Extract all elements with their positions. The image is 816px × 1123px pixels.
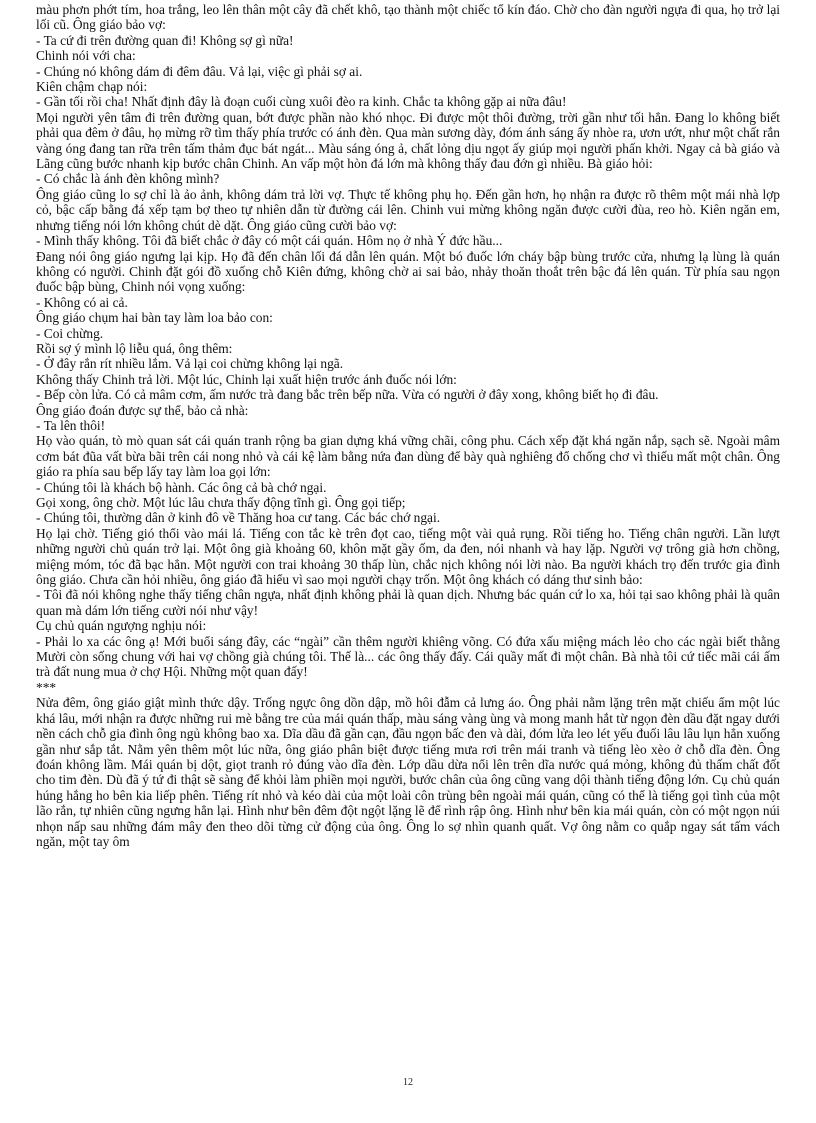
paragraph: - Ta cứ đi trên đường quan đi! Không sợ gì nữa! xyxy=(36,32,294,48)
paragraph: - Phải lo xa các ông ạ! Mới buổi sáng đây, các “ngài” cần thêm người khiêng võng. Có đứa xấu miệng mách lẻo cho các ngài biết thằng Mười còn sống chung với hai vợ chồng già chúng tôi. Thế là... các ông thấy đấy. Cái quầy mất đi một chân. Bà nhà tôi cứ tiếc mãi cái ấm trà đất nung mua ở chợ Hội. Những một quan đấy! xyxy=(36,633,780,680)
paragraph: Nửa đêm, ông giáo giật mình thức dậy. Trống ngực ông dồn dập, mồ hôi đẫm cả lưng áo. Ông phải nằm lặng trên mặt chiếu ẩm một lúc khá lâu, mới nhận ra được những rui mè bằng tre của mái quán thấp, màu sáng vàng ùng và mong manh hắt từ ngọn đèn dầu đặt ngay dưới nền cách chỗ gia đình ông ngủ không bao xa. Dĩa dầu đã gần cạn, đầu ngọn bấc đen và dài, đóm lửa leo lét yếu đuối lâu lâu lụn hẳn xuống gần như sắp tắt. Nằm yên thêm một lúc nữa, ông giáo phân biệt được tiếng mưa rơi trên mái tranh và tiếng lèo xèo ở chỗ dĩa đèn. Ông đoán không lầm. Mái quán bị dột, giọt tranh rỏ đúng vào dĩa đèn. Lớp dầu dừa nổi lên trên dĩa nước quá mỏng, không đủ thấm chất đốt cho tim đèn. Dù đã ý tứ đi thật sẽ sàng để khỏi làm phiền mọi người, bước chân của ông cũng vang dội thành tiếng động lớn. Cụ chủ quán húng hắng ho bên kia liếp phên. Tiếng rít nhỏ và kéo dài của một loài côn trùng bên ngoài mái quán, cũng có thể là tiếng gọi tình của một lão rắn, tự nhiên cũng ngưng hẳn lại. Hình như bên đêm đột ngột lặng lẽ để rình rập ông. Hình như bên kia mái quán, còn có một ngọn núi nhọn nấp sau những đám mây đen theo dõi từng cử động của ông. Ông lo sợ nhìn quanh quất. Vợ ông nằm co quắp ngay sát tấm vách ngăn, một tay ôm xyxy=(36,695,780,849)
paragraph: Họ vào quán, tò mò quan sát cái quán tranh rộng ba gian dựng khá vững chãi, công phu. Cách xếp đặt khá ngăn nắp, sạch sẽ. Ngoài mâm cơm bát đũa vất bừa bãi trên cái nong nhỏ và cái kệ làm bằng nứa đan dùng để bày quà nghiêng đổ chống chơ vì thiếu mất một chân. Ông giáo ra phía sau bếp lấy tay làm loa gọi lớn: xyxy=(36,433,780,480)
paragraph: Ông giáo cũng lo sợ chỉ là ảo ảnh, không dám trả lời vợ. Thực tế không phụ họ. Đến gần hơn, họ nhận ra được rõ thêm một mái nhà lợp cỏ, bậc cấp bằng đá xếp tạm bợ theo tự nhiên dẫn từ đường cái lên. Chinh vui mừng không ngăn được cười đùa, reo hò. Kiên ngăn em, nhưng tiếng nói lớn không chút dè dặt. Ông giáo cũng cười bảo vợ: xyxy=(36,186,780,233)
paragraph: - Coi chừng. xyxy=(36,325,104,341)
paragraph: Mọi người yên tâm đi trên đường quan, bớt được phần nào khó nhọc. Đi được một thôi đường, trời gần như tối hẳn. Đang lo không biết phải qua đêm ở đâu, họ mừng rỡ tìm thấy phía trước có ánh đèn. Qua màn sương dày, đóm ánh sáng ấy nhòe ra, ươn ướt, như một chất rắn vàng óng đang tan rữa trên tấm thảm đục bát ngát... Màu sáng óng ả, chất lỏng dịu ngọt ấy giúp mọi người phấn khởi. Ngay cả bà giáo và Lãng cũng bước nhanh kịp bước chân Chinh. An vấp một hòn đá lớn mà không thấy đau đớn gì nhiều. Bà giáo hỏi: xyxy=(36,109,780,172)
paragraph: Đang nói ông giáo ngưng lại kịp. Họ đã đến chân lối đá dẫn lên quán. Một bó đuốc lớn cháy bập bùng trước cửa, nhưng lạ lùng là quán không có người. Chinh đặt gói đồ xuống chỗ Kiên đứng, không chờ ai sai bảo, nhảy thoăn thoắt trên bậc đá lên quán. Từ phía sau ngọn đuốc bập bùng, Chinh nói vọng xuống: xyxy=(36,248,780,295)
paragraph: - Chúng tôi, thường dân ở kinh đô về Thăng hoa cư tang. Các bác chớ ngại. xyxy=(36,510,441,526)
section-divider: *** xyxy=(36,679,57,695)
paragraph: - Tôi đã nói không nghe thấy tiếng chân ngựa, nhất định không phải là quan dịch. Nhưng bác quán cứ lo xa, hỏi tại sao không phải là quân quan mà dám lớn tiếng cười nói như vậy! xyxy=(36,587,780,618)
paragraph: màu phơn phớt tím, hoa trắng, leo lên thân một cây đã chết khô, tạo thành một chiếc tổ kín đáo. Chờ cho đàn người ngựa đi qua, họ trở lại lối cũ. Ông giáo bảo vợ: xyxy=(36,2,780,33)
paragraph: - Có chắc là ánh đèn không mình? xyxy=(36,171,220,187)
paragraph: Ông giáo chụm hai bàn tay làm loa bảo con: xyxy=(36,310,273,326)
paragraph: - Gần tối rồi cha! Nhất định đây là đoạn cuối cùng xuôi đèo ra kinh. Chắc ta không gặp ai nữa đâu! xyxy=(36,94,567,110)
paragraph: Rồi sợ ý mình lộ liễu quá, ông thêm: xyxy=(36,340,233,356)
paragraph: Không thấy Chinh trả lời. Một lúc, Chinh lại xuất hiện trước ánh đuốc nói lớn: xyxy=(36,371,457,387)
paragraph: - Chúng tôi là khách bộ hành. Các ông cả bà chớ ngại. xyxy=(36,479,327,495)
paragraph: Ông giáo đoán được sự thể, bảo cả nhà: xyxy=(36,402,249,418)
paragraph: - Chúng nó không dám đi đêm đâu. Vả lại, việc gì phải sợ ai. xyxy=(36,63,363,79)
paragraph: Chinh nói với cha: xyxy=(36,48,136,64)
page-body xyxy=(36,2,780,849)
paragraph: Kiên chậm chạp nói: xyxy=(36,79,148,95)
paragraph: Cụ chủ quán ngượng nghịu nói: xyxy=(36,618,207,634)
page-number: 12 xyxy=(403,1077,413,1088)
paragraph: - Mình thấy không. Tôi đã biết chắc ở đây có một cái quán. Hôm nọ ở nhà Ý đức hầu... xyxy=(36,233,503,249)
paragraph: Họ lại chờ. Tiếng gió thổi vào mái lá. Tiếng con tắc kè trên đọt cao, tiếng một vài quả rụng. Rồi tiếng ho. Tiếng chân người. Lần lượt những người chủ quán trở lại. Một ông già khoảng 60, khôn mặt gầy ốm, da đen, nói nhanh và hay lặp. Người vợ trông già hơn chồng, miệng móm, tóc đã bạc hẳn. Một người con trai khoảng 30 thấp lùn, chắc nịch không nói lời nào. Ba người khách trọ đến trước gia đình ông giáo. Chưa cần hỏi nhiều, ông giáo đã hiểu vì sao mọi người chạy trốn. Một ông khách có dáng thư sinh bảo: xyxy=(36,525,780,588)
paragraph: Gọi xong, ông chờ. Một lúc lâu chưa thấy động tĩnh gì. Ông gọi tiếp; xyxy=(36,495,406,510)
paragraph: - Không có ai cả. xyxy=(36,294,128,310)
paragraph: - Ở đây rắn rít nhiều lắm. Vả lại coi chừng không lại ngã. xyxy=(36,356,344,372)
paragraph: - Ta lên thôi! xyxy=(36,417,106,433)
paragraph: - Bếp còn lửa. Có cả mâm cơm, ấm nước trà đang bắc trên bếp nữa. Vừa có người ở đây xong, không biết họ đi đâu. xyxy=(36,387,659,403)
